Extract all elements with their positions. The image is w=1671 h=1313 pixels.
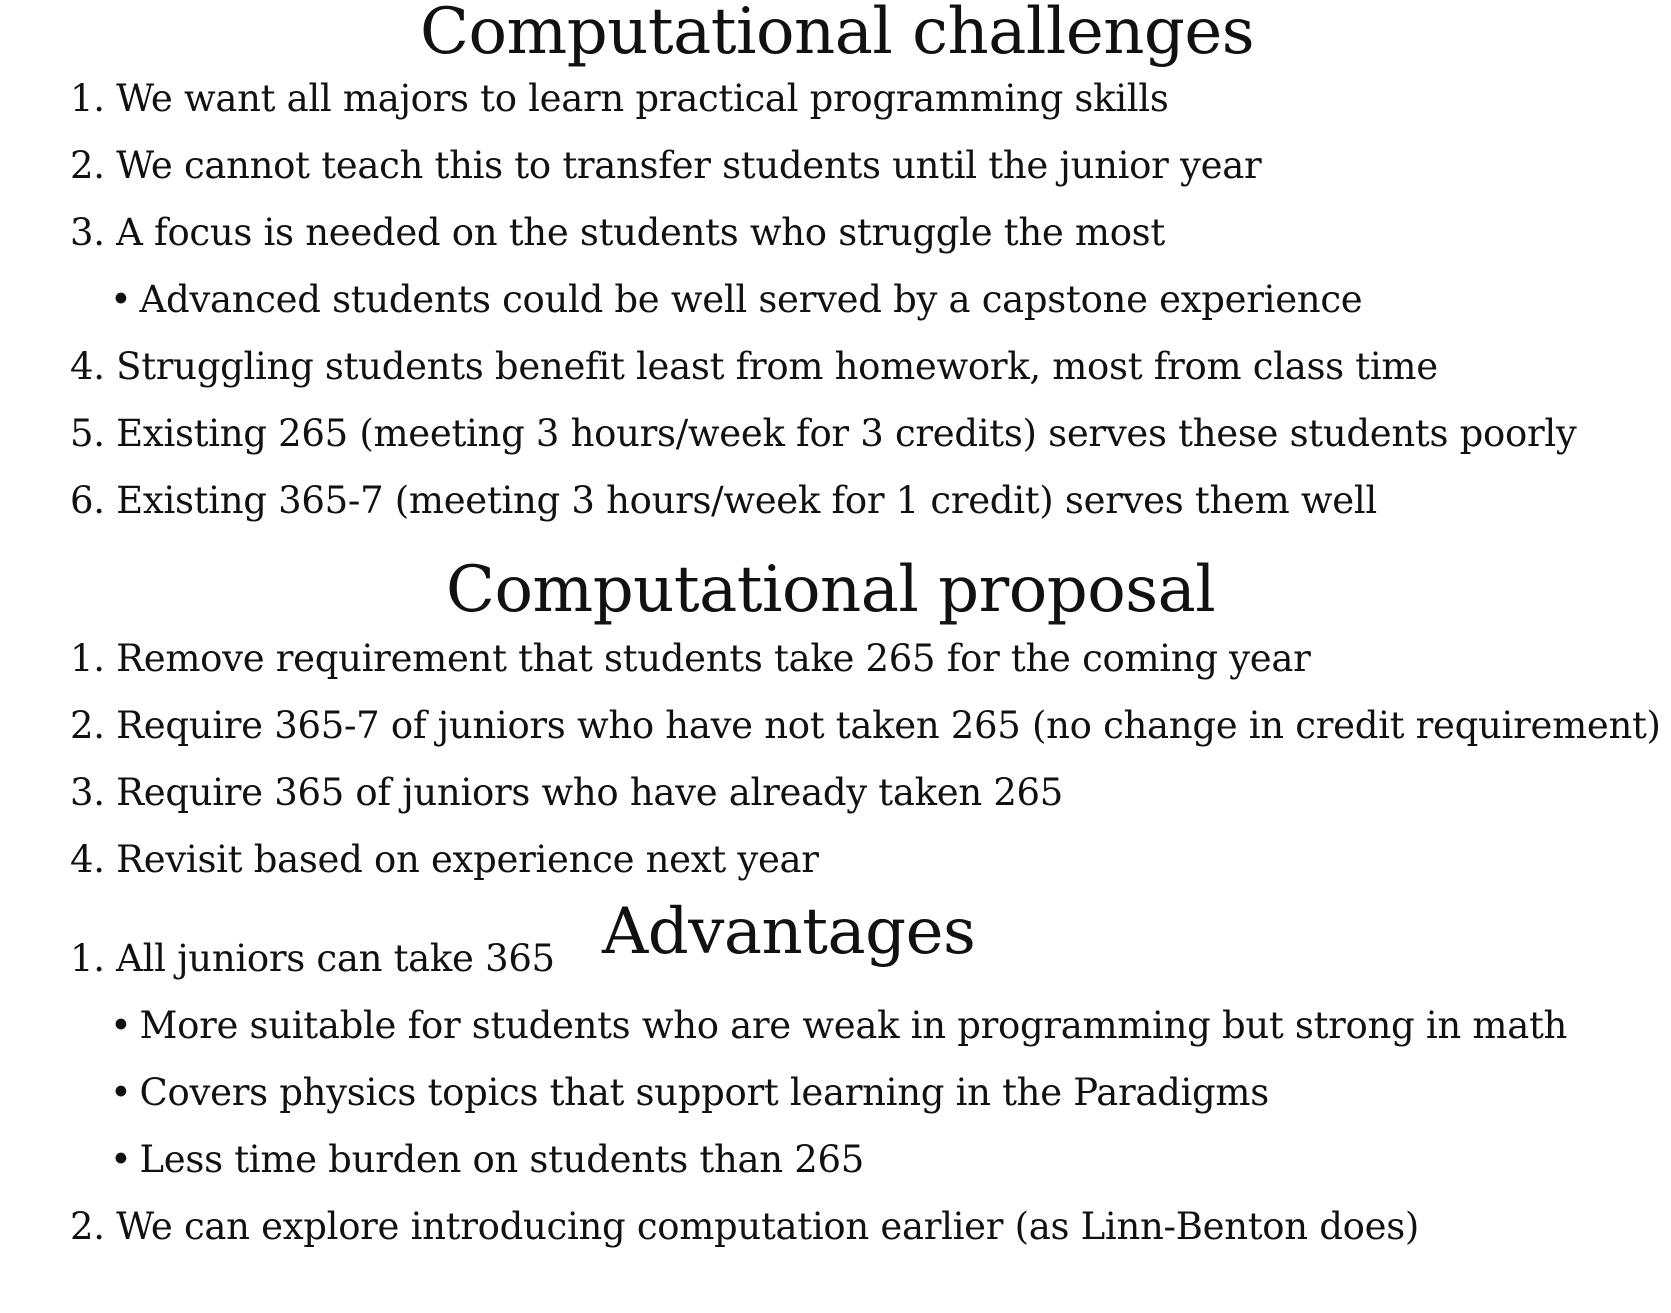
item-text: Existing 365-7 (meeting 3 hours/week for 1 credit) serves them well	[116, 479, 1377, 522]
item-number: 1.	[70, 77, 105, 120]
item-text: Covers physics topics that support learning in the Paradigms	[139, 1071, 1269, 1114]
item-text: Existing 265 (meeting 3 hours/week for 3 credits) serves these students poorly	[116, 412, 1577, 455]
item-text: Struggling students benefit least from homework, most from class time	[116, 345, 1438, 388]
item-number: 3.	[70, 211, 105, 254]
list-item	[70, 211, 1165, 254]
sub-bullet-item	[110, 1138, 865, 1181]
bullet-icon: •	[110, 278, 132, 321]
item-number: 6.	[70, 479, 105, 522]
list-item	[70, 345, 1438, 388]
item-text: More suitable for students who are weak in programming but strong in math	[139, 1004, 1568, 1047]
sub-bullet-item	[110, 278, 1363, 321]
list-item	[70, 637, 1311, 680]
sub-bullet-item	[110, 1071, 1269, 1114]
list-item	[70, 144, 1262, 187]
list-item	[70, 771, 1064, 814]
list-item	[70, 412, 1577, 455]
item-text: All juniors can take 365	[116, 937, 555, 980]
item-text: Less time burden on students than 265	[139, 1138, 865, 1181]
list-item	[70, 479, 1377, 522]
item-number: 2.	[70, 704, 105, 747]
item-text: We cannot teach this to transfer students until the junior year	[116, 144, 1262, 187]
challenges-title: Computational challenges	[420, 0, 1255, 69]
list-item	[70, 838, 819, 881]
item-number: 4.	[70, 838, 105, 881]
item-text: Remove requirement that students take 265 for the coming year	[116, 637, 1311, 680]
bullet-icon: •	[110, 1138, 132, 1181]
item-number: 1.	[70, 637, 105, 680]
item-text: Require 365-7 of juniors who have not taken 265 (no change in credit requirement)	[116, 704, 1661, 747]
item-text: We can explore introducing computation earlier (as Linn-Benton does)	[116, 1205, 1420, 1248]
item-text: Advanced students could be well served by a capstone experience	[139, 278, 1363, 321]
item-number: 1.	[70, 937, 105, 980]
sub-bullet-item	[110, 1004, 1568, 1047]
item-text: Revisit based on experience next year	[116, 838, 819, 881]
item-number: 4.	[70, 345, 105, 388]
list-item	[70, 1205, 1420, 1248]
item-number: 3.	[70, 771, 105, 814]
advantages-title: Advantages	[602, 895, 976, 969]
bullet-icon: •	[110, 1004, 132, 1047]
list-item	[70, 937, 555, 980]
list-item	[70, 77, 1169, 120]
proposal-title: Computational proposal	[446, 553, 1216, 627]
item-text: A focus is needed on the students who struggle the most	[116, 211, 1165, 254]
item-text: Require 365 of juniors who have already taken 265	[116, 771, 1064, 814]
item-number: 2.	[70, 1205, 105, 1248]
item-text: We want all majors to learn practical programming skills	[116, 77, 1169, 120]
item-number: 5.	[70, 412, 105, 455]
list-item	[70, 704, 1661, 747]
bullet-icon: •	[110, 1071, 132, 1114]
item-number: 2.	[70, 144, 105, 187]
